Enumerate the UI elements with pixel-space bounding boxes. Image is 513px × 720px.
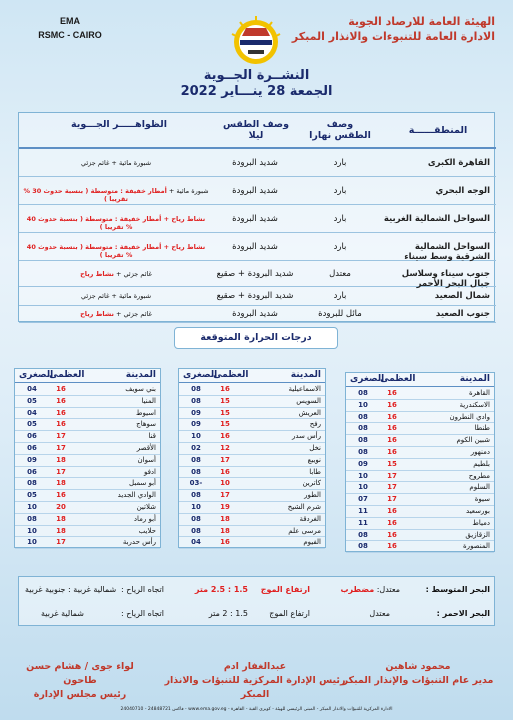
temp-city: الفيوم	[303, 538, 321, 547]
temp-header	[179, 369, 325, 383]
row-day: بارد	[333, 291, 347, 301]
temp-city: دمياط	[472, 518, 490, 527]
row-night: شديد البرودة + صقيع	[216, 291, 294, 301]
temp-row	[346, 435, 494, 447]
phenomena-warning: نشاط رياح	[80, 310, 114, 318]
temp-max: 17	[56, 432, 66, 441]
sig-mid-title: رئيس الإدارة المركزية للتنبؤات والانذار المبكر	[164, 675, 346, 700]
sig-right-name: محمود شاهين	[385, 661, 451, 672]
temp-min: 09	[191, 420, 201, 429]
temp-max: 16	[220, 385, 230, 393]
med-label: البحر المتوسط :	[425, 585, 490, 594]
temp-max: 16	[387, 507, 397, 515]
red-wave: 1.5 : 2 متر	[208, 609, 248, 618]
temp-row	[346, 412, 494, 424]
temp-max: 18	[56, 479, 66, 488]
header-min: الصغرى	[19, 370, 54, 380]
temp-city: سوهاج	[136, 420, 156, 429]
temp-row	[179, 502, 325, 514]
temp-min: 08	[27, 479, 37, 488]
temp-city: سيوة	[474, 495, 490, 504]
temp-max: 20	[56, 503, 66, 511]
temp-city: رأس سدر	[291, 432, 321, 441]
row-night: شديد البرودة	[232, 241, 278, 252]
temp-min: 03-	[189, 479, 203, 488]
temp-min: 10	[358, 400, 368, 409]
temp-city: حلايب	[138, 526, 156, 535]
med-wave-label: ارتفاع الموج	[260, 585, 310, 594]
temp-min: 08	[191, 455, 201, 464]
header-max: العظمى	[49, 370, 85, 380]
temp-min: 08	[191, 526, 201, 535]
phenomena-warning: أمطار خفيفة : متوسطة ( بنسبة حدوث 30 % تقريبا )	[23, 186, 167, 203]
sig-mid-name: عبدالغفار ادم	[223, 661, 287, 672]
phenomena-warning: نشاط رياح	[80, 269, 114, 278]
temp-city: أبو سمبل	[128, 479, 156, 488]
temp-min: 08	[191, 467, 201, 476]
temp-max: 16	[387, 412, 397, 421]
red-wind: شمالية غربية	[41, 609, 84, 618]
temp-max: 16	[56, 408, 66, 417]
temp-row	[15, 467, 160, 479]
row-night: شديد البرودة + صقيع	[216, 268, 294, 279]
org-ar-line2: الادارة العامة للتنبوءات والانذار المبكر	[291, 30, 495, 43]
row-phenomena	[23, 310, 209, 318]
phenomena-text: غائم جزئي +	[113, 310, 152, 318]
row-phenomena	[23, 292, 209, 300]
row-region: شمال الصعيد	[434, 291, 490, 301]
temp-header	[15, 369, 160, 383]
temp-max: 16	[56, 420, 66, 429]
temp-min: 08	[191, 396, 201, 405]
temp-row	[346, 400, 494, 412]
temp-row	[15, 537, 160, 549]
temp-row	[179, 384, 325, 396]
phenomena-warning: نشاط رياح + أمطار خفيفة : متوسطة ( بنسبة حدوث 40 % تقريبا )	[26, 214, 206, 231]
temp-city: طابا	[309, 467, 321, 476]
temp-row	[15, 431, 160, 443]
red-wind-label: اتجاه الرياح :	[121, 609, 164, 618]
red-sea-row	[19, 602, 496, 626]
temp-min: 10	[358, 471, 368, 480]
red-sea-label: البحر الاحمر :	[436, 609, 490, 618]
temp-min: 05	[27, 396, 37, 405]
med-wave: 1.5 : 2.5 متر	[194, 585, 248, 594]
temp-city: القاهرة	[469, 389, 490, 397]
row-day: بارد	[333, 213, 347, 224]
header-min: الصغرى	[183, 370, 218, 380]
temp-city: المنصورة	[463, 542, 490, 551]
temp-max: 16	[220, 538, 230, 547]
temp-max: 17	[220, 491, 230, 500]
temp-row	[15, 490, 160, 502]
sig-left-title: رئيس مجلس الإدارة	[33, 689, 127, 700]
temp-min: 09	[27, 455, 37, 464]
temp-max: 17	[56, 467, 66, 476]
header-city: المدينة	[125, 370, 156, 380]
header-max: العظمى	[380, 374, 416, 384]
temp-max: 16	[387, 389, 397, 397]
temp-row	[346, 518, 494, 530]
temp-city: السلوم	[469, 483, 490, 492]
temp-city: بلطيم	[473, 459, 490, 468]
temp-city: اسيوط	[135, 408, 156, 417]
row-night: شديد البرودة	[232, 185, 278, 196]
row-night: شديد البرودة	[232, 213, 278, 224]
temp-max: 16	[56, 396, 66, 405]
phenomena-text: غائم جزئي +	[113, 269, 152, 278]
temp-max: 15	[220, 396, 230, 405]
row-region: القاهرة الكبرى	[427, 157, 490, 168]
temp-max: 17	[387, 471, 397, 480]
med-state-red: مضطرب	[340, 585, 375, 594]
row-day: معتدل	[329, 268, 351, 279]
temp-min: 08	[358, 448, 368, 456]
row-night: شديد البرودة	[232, 157, 278, 168]
temp-min: 04	[191, 538, 201, 547]
med-state-label: معتدل	[379, 585, 400, 594]
sig-right-title: مدير عام التنبؤات والإنذار المبكر	[342, 675, 494, 686]
org-en-line2: RSMC - CAIRO	[38, 30, 102, 40]
temp-city: الطور	[304, 491, 321, 500]
temp-row	[346, 482, 494, 494]
temp-row	[15, 419, 160, 431]
org-en-line1: EMA	[60, 16, 80, 26]
weather-table	[18, 112, 495, 322]
temp-max: 15	[220, 408, 230, 417]
temp-min: 08	[358, 530, 368, 539]
temp-min: 10	[191, 432, 201, 441]
temp-min: 06	[27, 432, 37, 441]
temp-max: 17	[387, 483, 397, 492]
temp-max: 16	[387, 518, 397, 527]
temp-city: رأس حدربة	[122, 538, 156, 547]
temp-city: شرم الشيخ	[287, 503, 321, 511]
red-sea-state: معتدل	[369, 609, 390, 618]
temp-min: 06	[27, 467, 37, 476]
weather-row	[19, 233, 496, 261]
header-city: المدينة	[290, 370, 321, 380]
phenomena-text: شبورة مائية +	[166, 186, 209, 195]
temp-city: السويس	[296, 396, 321, 405]
temp-city: بني سويف	[125, 385, 156, 393]
temp-row	[15, 408, 160, 420]
phenomena-text: شبورة مائية + غائم جزئي	[80, 292, 152, 300]
temp-min: 09	[191, 408, 201, 417]
temp-row	[15, 478, 160, 490]
temp-min: 08	[27, 514, 37, 523]
row-region: السواحل الشمالية الغربية	[383, 213, 490, 224]
temp-row	[179, 431, 325, 443]
temp-row	[179, 490, 325, 502]
temp-max: 16	[387, 530, 397, 539]
temp-city: دمنهور	[470, 448, 490, 456]
temp-row	[346, 471, 494, 483]
temp-max: 16	[220, 432, 230, 441]
org-ar-line1: الهيئة العامة للارصاد الجوية	[348, 15, 495, 28]
header-phenomena: الظواهـــــر الجـــوية	[70, 119, 168, 130]
phenomena-warning: نشاط رياح + أمطار خفيفة : متوسطة ( بنسبة حدوث 40 % تقريبا )	[26, 242, 206, 259]
header-region: المنطقــــــة	[408, 125, 468, 136]
temp-max: 19	[220, 503, 230, 511]
header-night: وصف الطقس ليلا	[222, 119, 290, 141]
temperature-table-right	[345, 372, 495, 552]
temp-row	[346, 388, 494, 400]
temp-max: 16	[387, 542, 397, 551]
temp-max: 17	[56, 538, 66, 547]
row-day: بارد	[333, 157, 347, 168]
temp-city: الزقازيق	[465, 530, 490, 539]
temp-max: 16	[56, 385, 66, 393]
row-night: شديد البرودة	[232, 309, 278, 319]
temp-max: 16	[387, 448, 397, 456]
temp-city: المنيا	[141, 396, 156, 405]
temp-min: 02	[191, 444, 201, 452]
temp-min: 08	[358, 412, 368, 421]
temp-min: 11	[358, 518, 368, 527]
temp-max: 15	[387, 459, 397, 468]
temp-min: 05	[27, 491, 37, 500]
temp-min: 09	[358, 459, 368, 468]
temp-row	[179, 478, 325, 490]
temp-city: شلاتين	[136, 503, 156, 511]
row-day: بارد	[333, 185, 347, 196]
temp-city: الأقصر	[136, 444, 156, 452]
temp-min: 08	[191, 385, 201, 393]
mediterranean-row	[19, 578, 496, 602]
temp-city: نويبع	[307, 455, 321, 464]
row-phenomena	[23, 243, 209, 259]
temp-max: 16	[387, 436, 397, 445]
header-city: المدينة	[459, 374, 490, 384]
temp-row	[346, 494, 494, 506]
row-region: جنوب سيناء وسلاسل جبال البحر الأحمر	[401, 268, 490, 289]
temp-row	[179, 419, 325, 431]
header-day: وصف الطقس نهارا	[309, 119, 371, 141]
temp-max: 18	[56, 514, 66, 523]
temp-min: 10	[191, 503, 201, 511]
temp-row	[179, 408, 325, 420]
temp-min: 08	[358, 389, 368, 397]
org-english	[30, 14, 110, 42]
temp-city: كاترين	[302, 479, 321, 488]
row-region: السواحل الشمالية الشرقية وسط سيناء	[404, 241, 490, 262]
temp-min: 08	[191, 491, 201, 500]
temp-city: الاسماعيلية	[288, 385, 321, 393]
temp-min: 10	[27, 538, 37, 547]
temp-max: 16	[56, 491, 66, 500]
temp-max: 12	[220, 444, 230, 452]
med-wind-label: اتجاه الرياح :	[121, 585, 164, 594]
row-phenomena	[23, 270, 209, 278]
bulletin-date: الجمعة 28 ينـــاير 2022	[180, 84, 333, 99]
weather-row	[19, 149, 496, 177]
temp-city: الغردقة	[299, 514, 321, 523]
temp-min: 08	[191, 514, 201, 523]
temp-min: 04	[27, 408, 37, 417]
temp-min: 08	[358, 436, 368, 445]
temp-min: 11	[358, 507, 368, 515]
temp-row	[15, 443, 160, 455]
temp-city: بورسعيد	[466, 507, 490, 515]
temp-min: 07	[358, 495, 368, 504]
temp-max: 18	[220, 514, 230, 523]
weather-row	[19, 261, 496, 287]
temp-row	[179, 396, 325, 408]
signature-middle	[150, 660, 360, 702]
temperature-table-middle	[178, 368, 326, 548]
temp-row	[179, 526, 325, 538]
row-region: جنوب الصعيد	[435, 309, 490, 319]
red-wave-label: ارتفاع الموج	[269, 609, 310, 618]
temp-max: 17	[220, 455, 230, 464]
temp-min: 08	[358, 424, 368, 433]
temp-city: طنطا	[474, 424, 490, 433]
temp-city: أسوان	[137, 455, 156, 464]
temp-city: رفح	[309, 420, 321, 429]
temp-city: وادي النطرون	[449, 412, 490, 421]
temp-max: 16	[220, 467, 230, 476]
weather-row	[19, 177, 496, 205]
temp-max: 18	[220, 526, 230, 535]
temp-row	[346, 447, 494, 459]
temp-city: العريش	[298, 408, 321, 417]
temp-city: شبين الكوم	[456, 436, 490, 445]
temp-max: 15	[220, 420, 230, 429]
phenomena-text: شبورة مائية + غائم جزئي	[80, 158, 152, 167]
row-phenomena	[23, 187, 209, 203]
temperature-title: درجات الحرارة المتوقعة	[174, 327, 338, 349]
temp-min: 06	[27, 444, 37, 452]
temp-row	[346, 530, 494, 542]
temp-min: 08	[358, 542, 368, 551]
weather-row	[19, 306, 496, 323]
signature-left	[10, 660, 150, 702]
temp-row	[179, 514, 325, 526]
temp-max: 18	[56, 455, 66, 464]
footer-contact: الادارة المركزية للتنبؤات والانذار المبكر - المبنى الرئيسي للهيئة - كوبري القبة - القاهرة - www.ema.gov.eg - فاكس 24848721 - 24040710	[120, 707, 393, 712]
temp-city: الاسكندرية	[459, 400, 490, 409]
header-min: الصغرى	[350, 374, 385, 384]
temp-min: 04	[27, 385, 37, 393]
row-day: مائل للبرودة	[318, 309, 362, 319]
temp-row	[15, 526, 160, 538]
weather-row	[19, 205, 496, 233]
temp-min: 10	[27, 503, 37, 511]
temp-city: مطروح	[468, 471, 490, 480]
ema-logo-icon	[226, 14, 286, 68]
temp-row	[179, 467, 325, 479]
temp-header	[346, 373, 494, 387]
temp-city: مرسى علم	[288, 526, 321, 535]
bulletin-title: النشــرة الجــوية	[203, 68, 310, 83]
temp-city: أبو رماد	[133, 514, 156, 523]
temp-max: 18	[56, 526, 66, 535]
temp-max: 16	[387, 400, 397, 409]
temp-city: الوادي الجديد	[117, 491, 156, 500]
row-phenomena	[23, 215, 209, 231]
row-day: بارد	[333, 241, 347, 252]
temp-city: نخل	[309, 444, 321, 452]
row-region: الوجه البحري	[435, 185, 490, 196]
temp-max: 16	[387, 424, 397, 433]
org-arabic	[292, 14, 495, 44]
temp-row	[179, 443, 325, 455]
temp-min: 05	[27, 420, 37, 429]
weather-row	[19, 287, 496, 306]
row-phenomena	[23, 159, 209, 167]
temp-city: ادفو	[143, 467, 156, 476]
temp-row	[346, 459, 494, 471]
temp-row	[15, 455, 160, 467]
temp-row	[179, 455, 325, 467]
temp-row	[346, 506, 494, 518]
med-state: معتدل: مضطرب	[340, 585, 400, 594]
temp-min: 10	[358, 483, 368, 492]
temp-city: قنا	[148, 432, 156, 441]
sea-state-panel	[18, 576, 495, 626]
sig-left-name: لواء جوى / هشام حسن طاحون	[26, 661, 134, 686]
weather-table-header	[19, 113, 496, 149]
temp-row	[346, 541, 494, 553]
temp-max: 17	[56, 444, 66, 452]
temp-row	[15, 502, 160, 514]
temp-row	[15, 514, 160, 526]
header-max: العظمى	[213, 370, 249, 380]
med-wind: شمالية غربية : جنوبية غربية	[25, 585, 117, 594]
temp-max: 17	[387, 495, 397, 504]
temperature-table-left	[14, 368, 161, 548]
temp-row	[15, 396, 160, 408]
temp-row	[346, 423, 494, 435]
temp-row	[179, 537, 325, 549]
temp-min: 10	[27, 526, 37, 535]
temp-row	[15, 384, 160, 396]
temp-max: 10	[220, 479, 230, 488]
